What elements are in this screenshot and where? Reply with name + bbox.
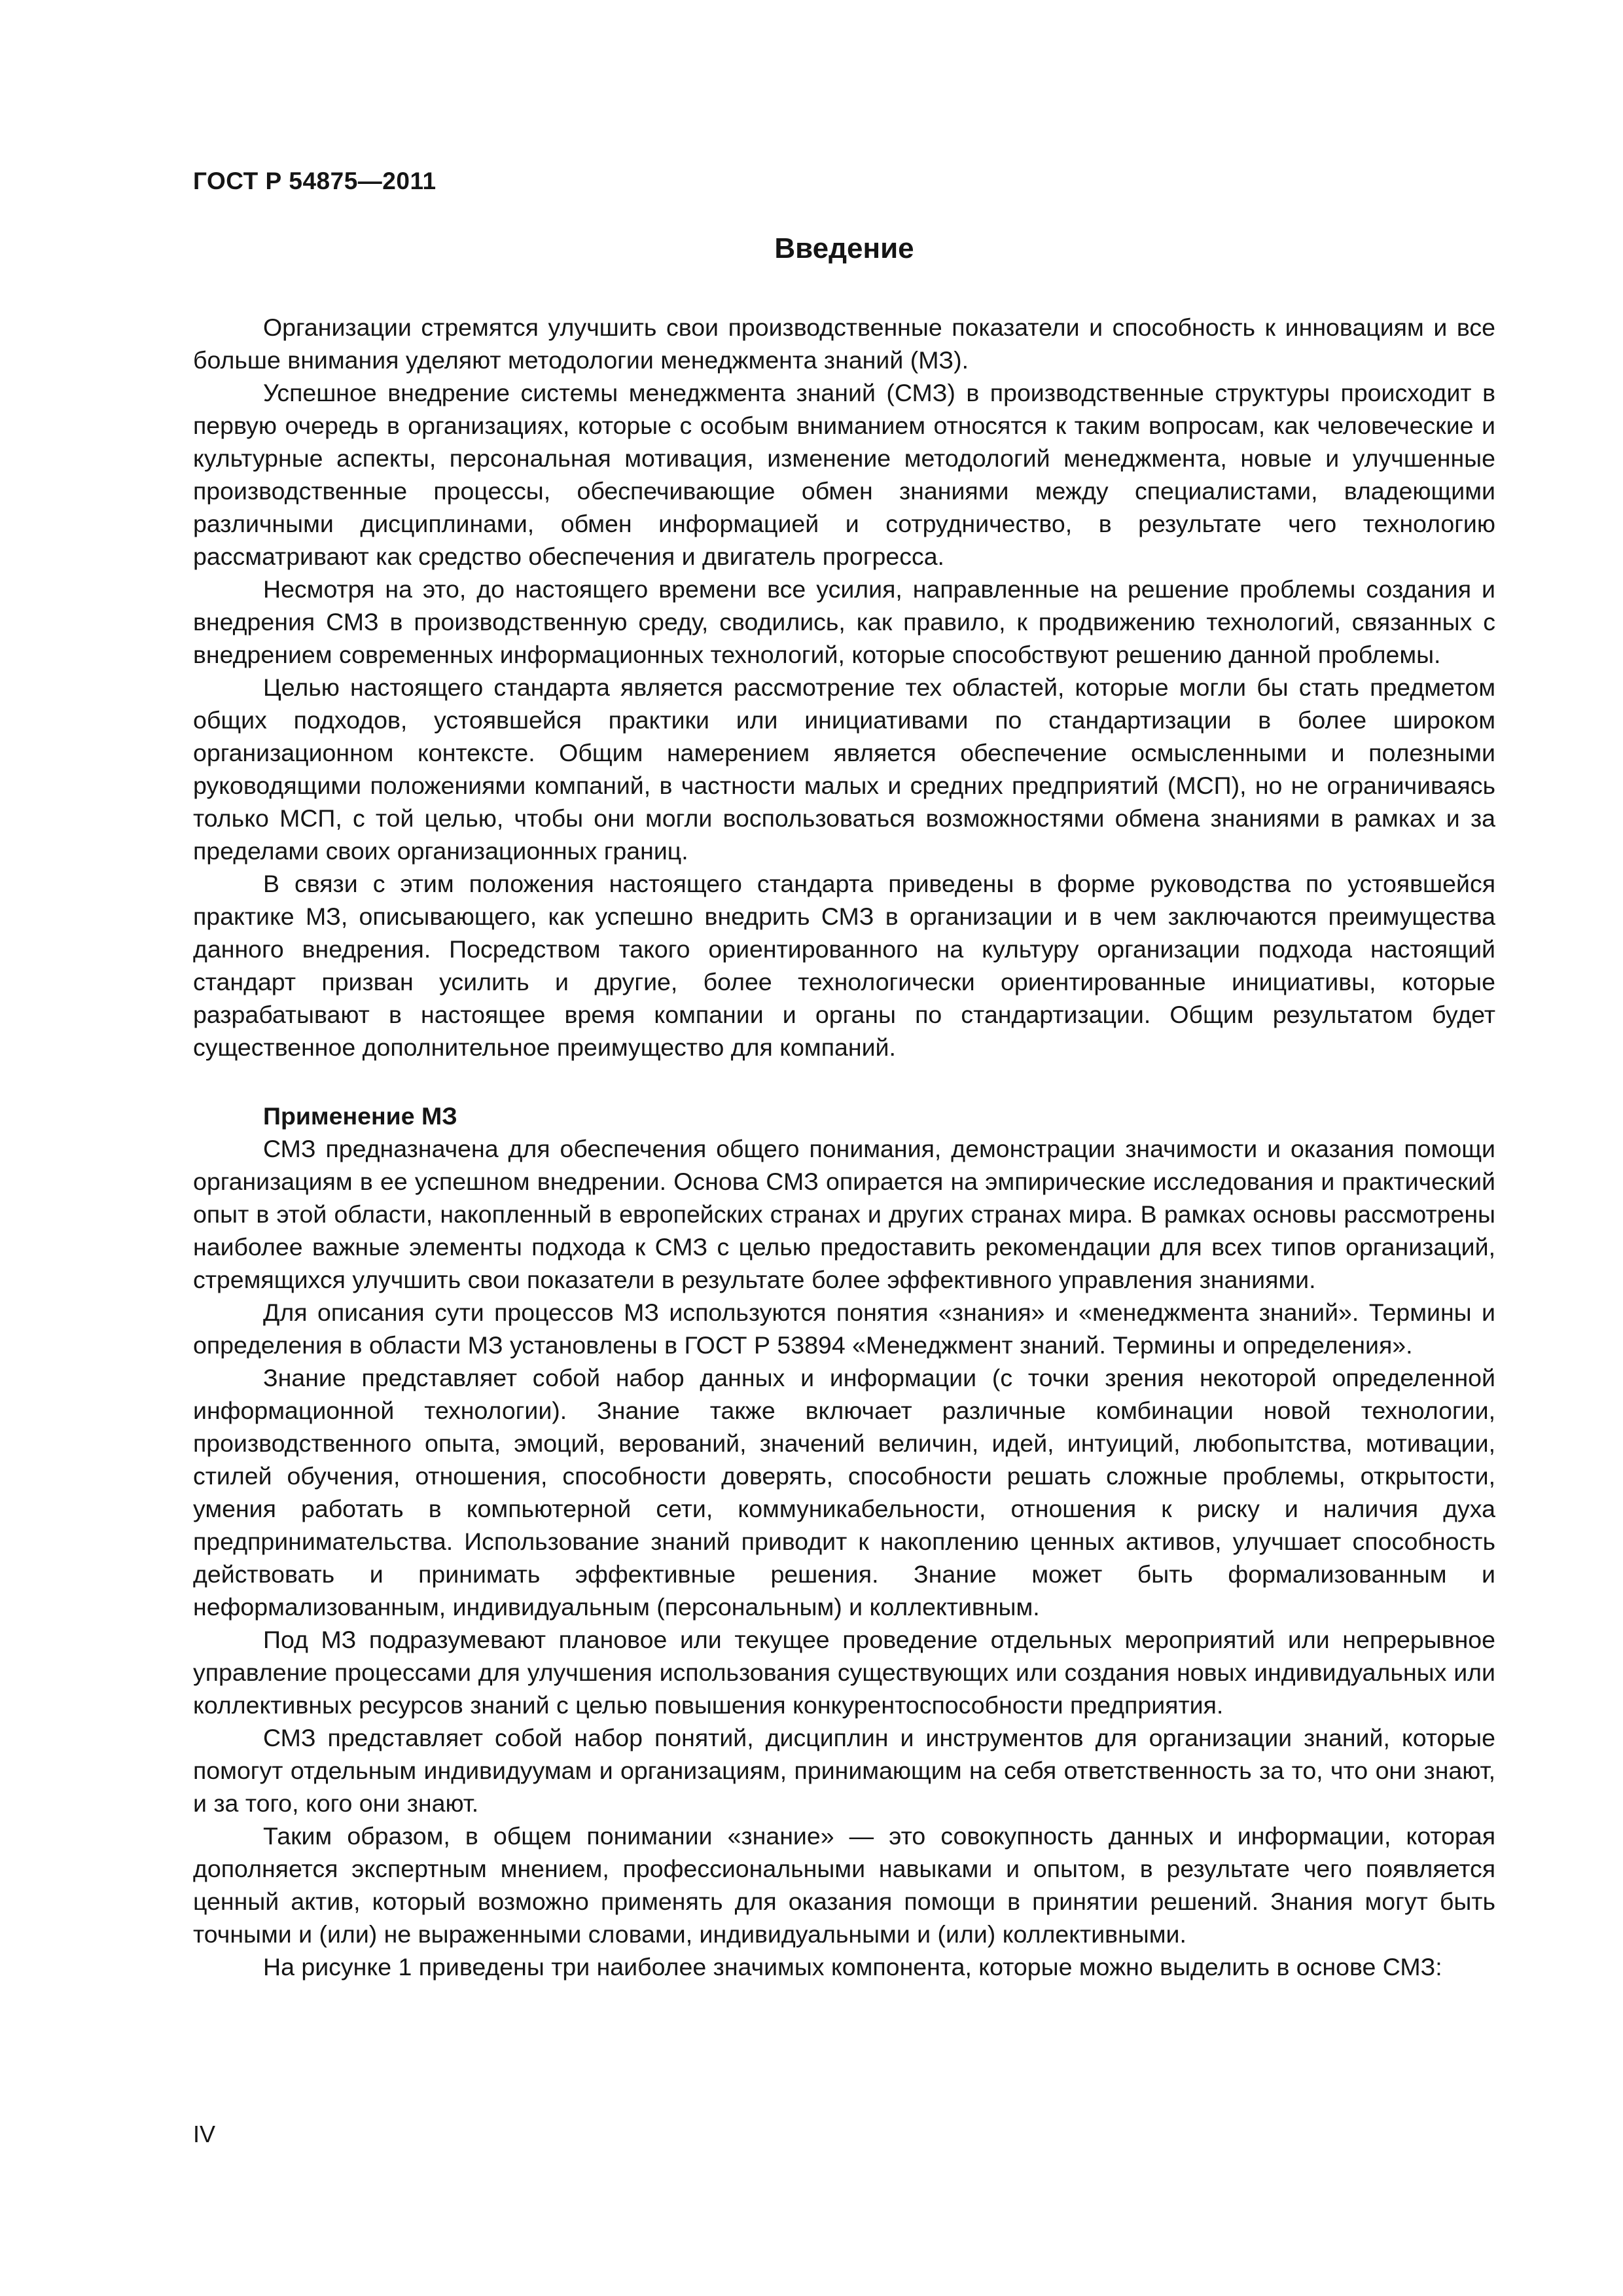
document-id: ГОСТ Р 54875—2011 [193, 168, 437, 194]
introduction-body [193, 311, 1495, 1064]
application-paragraph: Под МЗ подразумевают плановое или текущее проведение отдельных мероприятий или непрерывное управление процессами для улучшения использования существующих или создания новых индивидуальных или коллективных ресурсов знаний с целью повышения конкурентоспособности предприятия. [193, 1626, 1495, 1719]
page-number: IV [193, 2121, 216, 2147]
application-paragraph: Для описания сути процессов МЗ используются понятия «знания» и «менеджмента знаний». Термины и определения в области МЗ установлены в ГОСТ Р 53894 «Менеджмент знаний. Термины и определения». [193, 1299, 1495, 1359]
intro-paragraph: В связи с этим положения настоящего стандарта приведены в форме руководства по устоявшейся практике МЗ, описывающего, как успешно внедрить СМЗ в организации и в чем заключаются преимущества данного внедрения. Посредством такого ориентированного на культуру организации подхода настоящий стандарт призван усилить и другие, более технологически ориентированные инициативы, которые разрабатывают в настоящее время компании и органы по стандартизации. Общим результатом будет существенное дополнительное преимущество для компаний. [193, 870, 1495, 1061]
intro-paragraph: Целью настоящего стандарта является рассмотрение тех областей, которые могли бы стать предметом общих подходов, устоявшейся практики или инициативами по стандартизации в более широком организационном контексте. Общим намерением является обеспечение осмысленными и полезными руководящими положениями компаний, в частности малых и средних предприятий (МСП), но не ограничиваясь только МСП, с той целью, чтобы они могли воспользоваться возможностями обмена знаниями в рамках и за пределами своих организационных границ. [193, 673, 1495, 865]
section-heading-application: Применение МЗ [263, 1102, 457, 1130]
intro-paragraph: Несмотря на это, до настоящего времени все усилия, направленные на решение проблемы создания и внедрения СМЗ в производственную среду, сводились, как правило, к продвижению технологий, связанных с внедрением современных информационных технологий, которые способствуют решению данной проблемы. [193, 575, 1495, 668]
intro-paragraph: Успешное внедрение системы менеджмента знаний (СМЗ) в производственные структуры происходит в первую очередь в организациях, которые с особым вниманием относятся к таким вопросам, как человеческие и культурные аспекты, персональная мотивация, изменение методологий менеджмента, новые и улучшенные производственные процессы, обеспечивающие обмен знаниями между специалистами, владеющими различными дисциплинами, обмен информацией и сотрудничество, в результате чего технологию рассматривают как средство обеспечения и двигатель прогресса. [193, 379, 1495, 570]
application-paragraph: На рисунке 1 приведены три наиболее значимых компонента, которые можно выделить в основе СМЗ: [263, 1953, 1442, 1981]
application-paragraph: Таким образом, в общем понимании «знание» — это совокупность данных и информации, которая дополняется экспертным мнением, профессиональными навыками и опытом, в результате чего появляется ценный актив, который возможно применять для оказания помощи в принятии решений. Знания могут быть точными и (или) не выраженными словами, индивидуальными и (или) коллективными. [193, 1822, 1495, 1948]
application-paragraph: СМЗ представляет собой набор понятий, дисциплин и инструментов для организации знаний, которые помогут отдельным индивидуумам и организациям, принимающим на себя ответственность за то, что они знают, и за того, кого они знают. [193, 1724, 1495, 1817]
application-paragraph: Знание представляет собой набор данных и информации (с точки зрения некоторой определенной информационной технологии). Знание также включает различные комбинации новой технологии, производственного опыта, эмоций, верований, значений величин, идей, интуиций, любопытства, мотивации, стилей обучения, отношения, способности доверять, способности решать сложные проблемы, открытости, умения работать в компьютерной сети, коммуникабельности, отношения к риску и наличия духа предпринимательства. Использование знаний приводит к накоплению ценных активов, улучшает способность действовать и принимать эффективные решения. Знание может быть формализованным и неформализованным, индивидуальным (персональным) и коллективным. [193, 1364, 1495, 1621]
section-title-introduction: Введение [774, 232, 914, 264]
application-section [193, 1100, 1495, 1983]
application-paragraph: СМЗ предназначена для обеспечения общего понимания, демонстрации значимости и оказания помощи организациям в ее успешном внедрении. Основа СМЗ опирается на эмпирические исследования и практический опыт в этой области, накопленный в европейских странах и других странах мира. В рамках основы рассмотрены наиболее важные элементы подхода к СМЗ с целью предоставить рекомендации для всех типов организаций, стремящихся улучшить свои показатели в результате более эффективного управления знаниями. [193, 1135, 1495, 1293]
intro-paragraph: Организации стремятся улучшить свои производственные показатели и способность к инновациям и все больше внимания уделяют методологии менеджмента знаний (МЗ). [193, 314, 1495, 374]
